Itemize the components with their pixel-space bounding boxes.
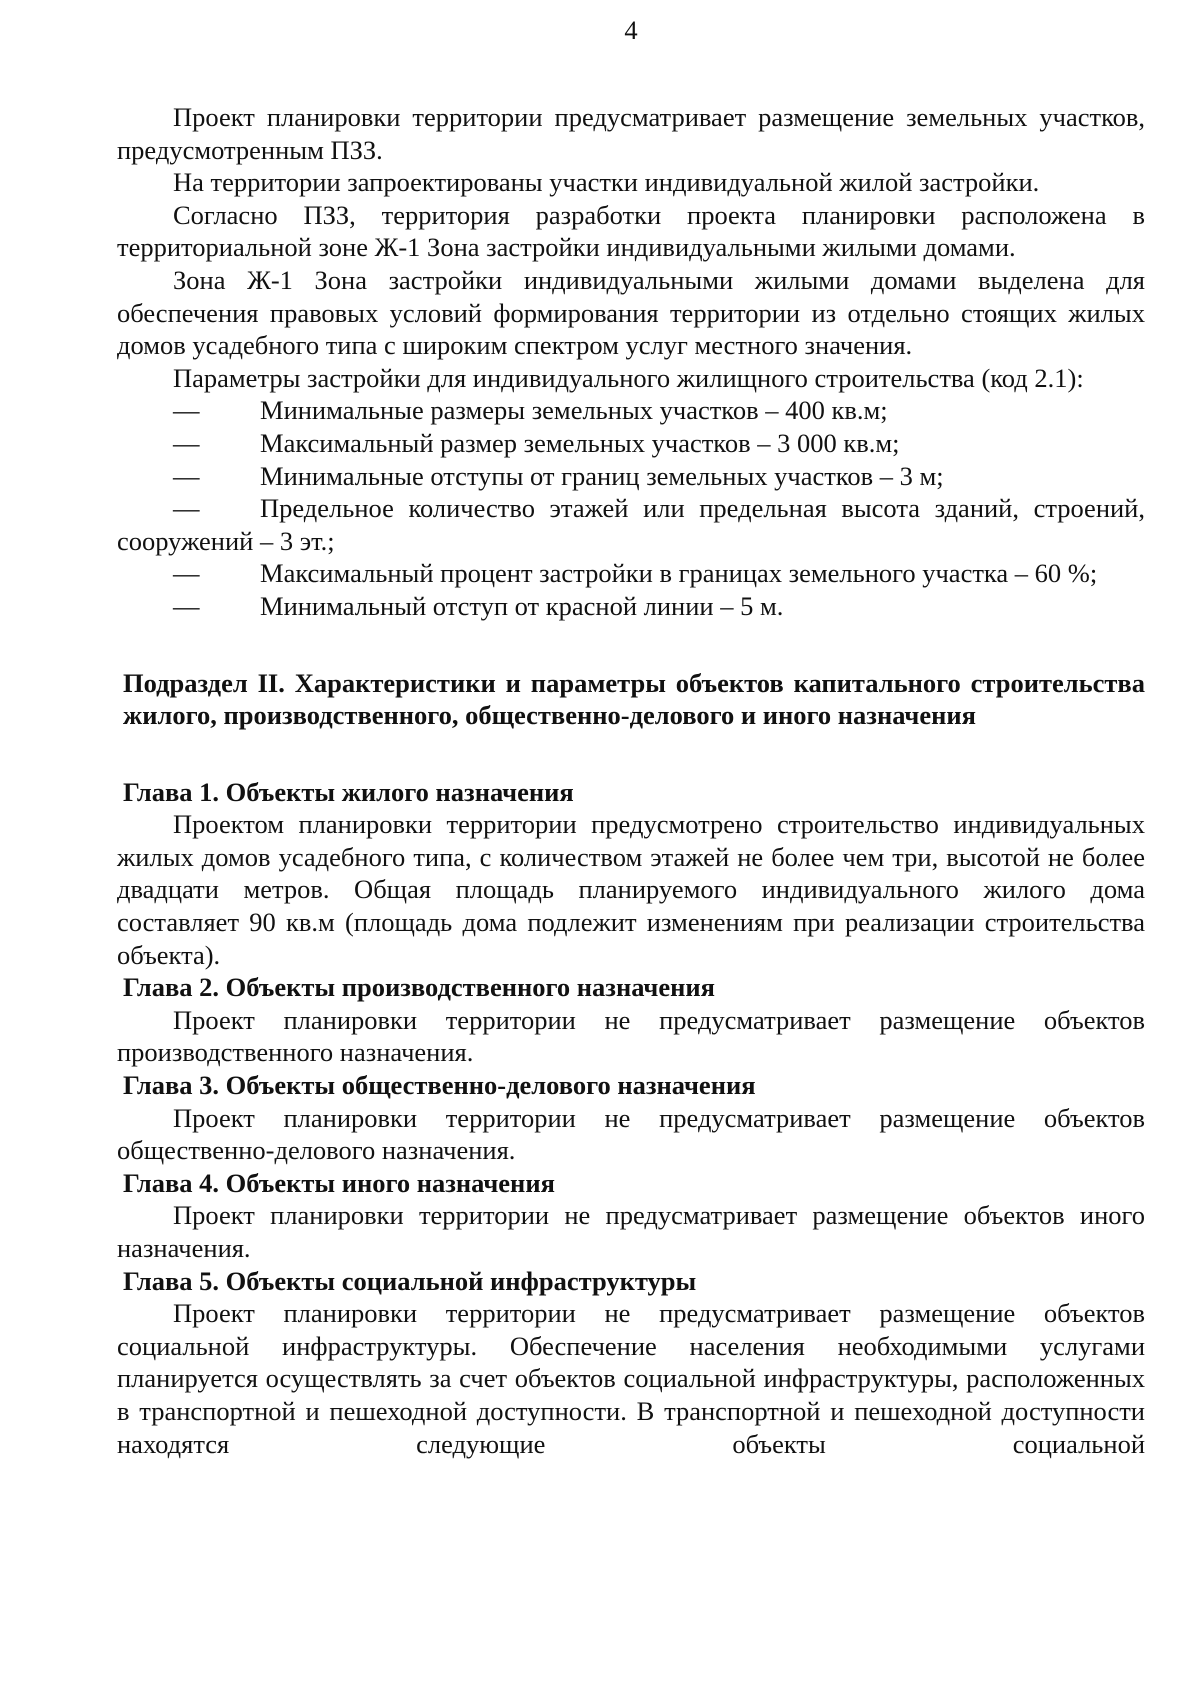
chapter-5-text: Проект планировки территории не предусматривает размещение объектов социальной инфраструктуры. Обеспечение населения необходимыми услугами планируется осуществлять за счет объектов социальной инфраструктуры, расположенных в транспортной и пешеходной доступности. В транспортной и пешеходной доступности находятся следующие объекты социальной	[117, 1298, 1145, 1459]
page-number: 4	[624, 15, 638, 45]
parameter-text: Предельное количество этажей или предельная высота зданий, строений, сооружений – 3 эт.;	[117, 493, 1145, 556]
chapter-2-text: Проект планировки территории не предусматривает размещение объектов производственного назначения.	[117, 1004, 1145, 1068]
dash-marker: —	[173, 493, 200, 524]
intro-paragraph-5: Параметры застройки для индивидуального жилищного строительства (код 2.1):	[173, 362, 1084, 393]
intro-paragraph-1: Проект планировки территории предусматривает размещение земельных участков, предусмотренным ПЗЗ.	[117, 102, 1145, 165]
dash-marker: —	[173, 427, 200, 458]
parameter-item	[117, 492, 1145, 557]
chapter-2-title: Глава 2. Объекты производственного назначения	[123, 972, 715, 1003]
chapter-3-text: Проект планировки территории не предусматривает размещение объектов общественно-делового назначения.	[117, 1102, 1145, 1166]
intro-paragraph-4: Зона Ж-1 Зона застройки индивидуальными жилыми домами выделена для обеспечения правовых условий формирования территории из отдельно стоящих жилых домов усадебного типа с широким спектром услуг местного значения.	[117, 264, 1145, 361]
chapter-5-title: Глава 5. Объекты социальной инфраструктуры	[123, 1265, 697, 1296]
parameter-item	[117, 427, 1145, 460]
parameter-text: Максимальный размер земельных участков – 3 000 кв.м;	[260, 427, 900, 458]
dash-marker: —	[173, 558, 200, 589]
chapter-3-title: Глава 3. Объекты общественно-делового назначения	[123, 1070, 756, 1101]
dash-marker: —	[173, 590, 200, 621]
chapter-4-text: Проект планировки территории не предусматривает размещение объектов иного назначения.	[117, 1200, 1145, 1263]
parameter-text: Минимальные размеры земельных участков – 400 кв.м;	[260, 395, 888, 426]
parameter-item	[117, 590, 1145, 623]
parameter-text: Минимальные отступы от границ земельных участков – 3 м;	[260, 460, 944, 491]
parameter-item	[117, 460, 1145, 493]
parameter-item	[117, 557, 1145, 590]
dash-marker: —	[173, 460, 200, 491]
intro-paragraph-2: На территории запроектированы участки индивидуальной жилой застройки.	[173, 167, 1040, 198]
parameter-text: Минимальный отступ от красной линии – 5 м.	[260, 590, 784, 621]
subsection-title: Подраздел II. Характеристики и параметры объектов капитального строительства жилого, производственного, общественно-делового и иного назначения	[123, 667, 1145, 731]
chapter-1-text: Проектом планировки территории предусмотрено строительство индивидуальных жилых домов усадебного типа, с количеством этажей не более чем три, высотой не более двадцати метров. Общая площадь планируемого индивидуального жилого дома составляет 90 кв.м (площадь дома подлежит изменениям при реализации строительства объекта).	[117, 809, 1145, 970]
chapter-1-title: Глава 1. Объекты жилого назначения	[123, 776, 574, 807]
parameter-text: Максимальный процент застройки в границах земельного участка – 60 %;	[260, 558, 1098, 589]
chapter-4-title: Глава 4. Объекты иного назначения	[123, 1167, 555, 1198]
parameter-item	[117, 394, 1145, 427]
intro-paragraph-3: Согласно ПЗЗ, территория разработки проекта планировки расположена в территориальной зоне Ж-1 Зона застройки индивидуальными жилыми домами.	[117, 199, 1145, 263]
document-content	[117, 101, 1145, 1460]
dash-marker: —	[173, 395, 200, 426]
